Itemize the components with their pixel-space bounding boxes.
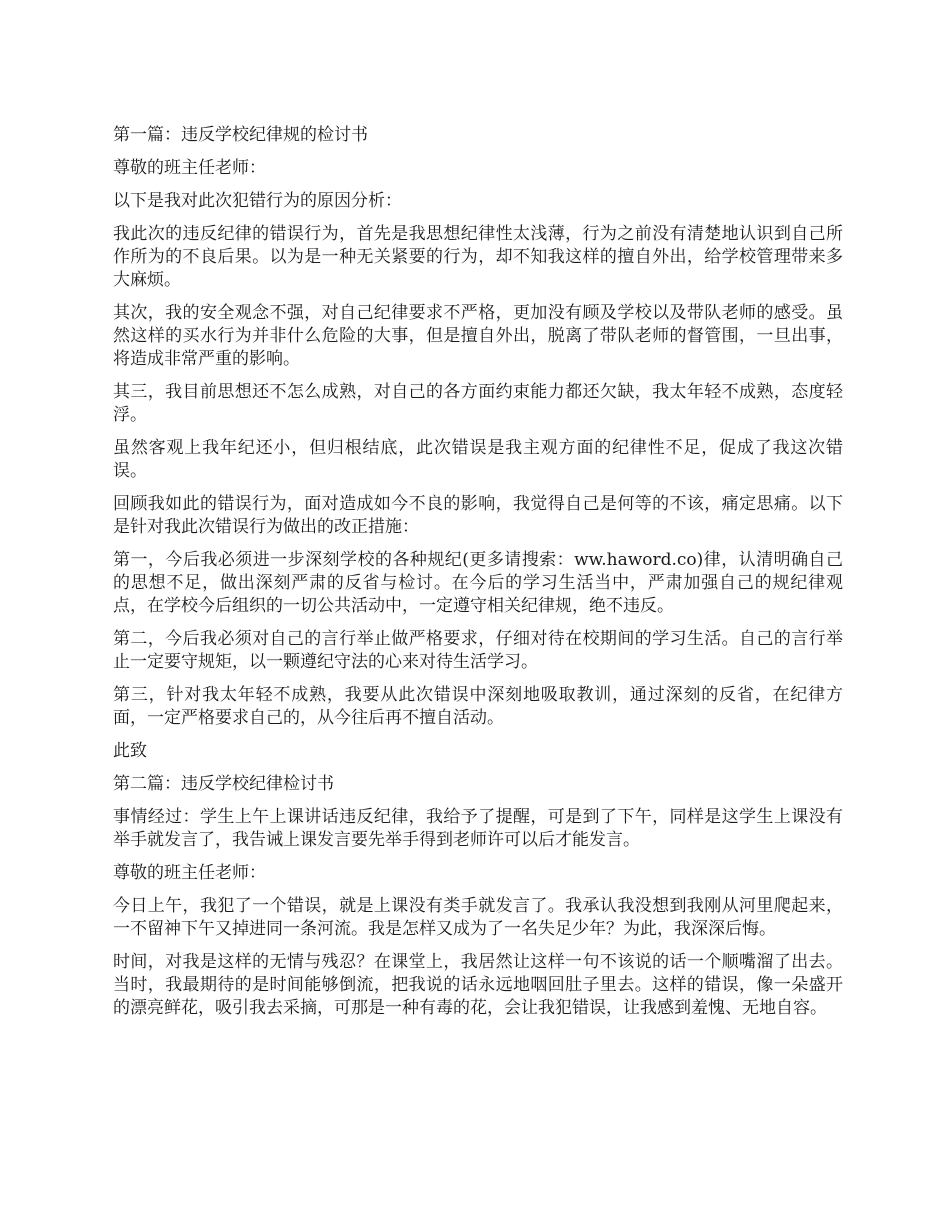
salutation: 尊敬的班主任老师： [113, 158, 266, 178]
salutation: 尊敬的班主任老师： [113, 863, 266, 883]
paragraph: 回顾我如此的错误行为，面对造成如今不良的影响，我觉得自己是何等的不该，痛定思痛。以下是针对我此次错误行为做出的改正措施： [113, 494, 843, 537]
paragraph: 时间，对我是这样的无情与残忍？在课堂上，我居然让这样一句不该说的话一个顺嘴溜了出去。当时，我最期待的是时间能够倒流，把我说的话永远地咽回肚子里去。这样的错误，像一朵盛开的漂亮鲜花，吸引我去采摘，可那是一种有毒的花，会让我犯错误，让我感到羞愧、无地自容。 [113, 952, 843, 1018]
paragraph: 以下是我对此次犯错行为的原因分析： [113, 191, 402, 211]
paragraph: 虽然客观上我年纪还小，但归根结底，此次错误是我主观方面的纪律性不足，促成了我这次错误。 [113, 438, 843, 481]
section-title-1: 第一篇：违反学校纪律规的检讨书 [113, 125, 368, 145]
closing: 此致 [113, 741, 147, 761]
paragraph: 其三，我目前思想还不怎么成熟，对自己的各方面约束能力都还欠缺，我太年轻不成熟，态度轻浮。 [113, 382, 843, 425]
document-page [113, 124, 843, 1030]
paragraph: 第三，针对我太年轻不成熟，我要从此次错误中深刻地吸取教训，通过深刻的反省，在纪律方面，一定严格要求自己的，从今往后再不擅自活动。 [113, 685, 843, 728]
paragraph: 第一，今后我必须进一步深刻学校的各种规纪(更多请搜索：ww.haword.co)律，认清明确自己的思想不足，做出深刻严肃的反省与检讨。在今后的学习生活当中，严肃加强自己的规纪律观点，在学校今后组织的一切公共活动中，一定遵守相关纪律规，绝不违反。 [113, 550, 843, 616]
paragraph: 第二，今后我必须对自己的言行举止做严格要求，仔细对待在校期间的学习生活。自己的言行举止一定要守规矩，以一颗遵纪守法的心来对待生活学习。 [113, 629, 843, 672]
section-title-2: 第二篇：违反学校纪律检讨书 [113, 774, 334, 794]
paragraph: 我此次的违反纪律的错误行为，首先是我思想纪律性太浅薄，行为之前没有清楚地认识到自己所作所为的不良后果。以为是一种无关紧要的行为，却不知我这样的擅自外出，给学校管理带来多大麻烦。 [113, 224, 843, 290]
paragraph: 事情经过：学生上午上课讲话违反纪律，我给予了提醒，可是到了下午，同样是这学生上课没有举手就发言了，我告诫上课发言要先举手得到老师许可以后才能发言。 [113, 807, 843, 850]
paragraph: 其次，我的安全观念不强，对自己纪律要求不严格，更加没有顾及学校以及带队老师的感受。虽然这样的买水行为并非什么危险的大事，但是擅自外出，脱离了带队老师的督管围，一旦出事，将造成非常严重的影响。 [113, 303, 843, 369]
paragraph: 今日上午，我犯了一个错误，就是上课没有类手就发言了。我承认我没想到我刚从河里爬起来，一不留神下午又掉进同一条河流。我是怎样又成为了一名失足少年？为此，我深深后悔。 [113, 896, 843, 939]
